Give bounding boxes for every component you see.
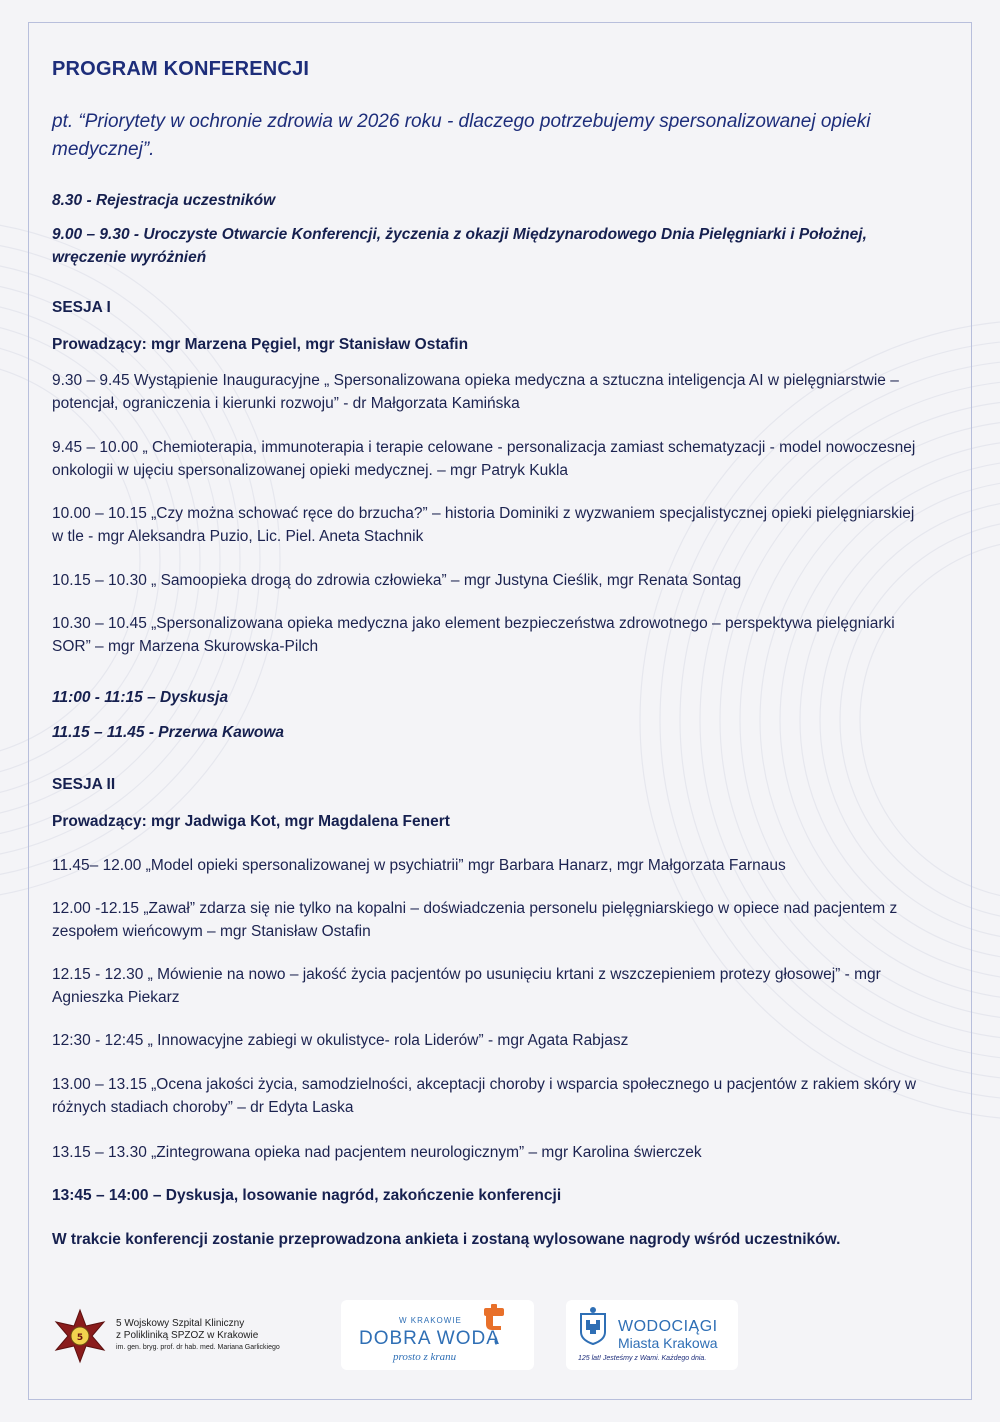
session-2-moderators: Prowadzący: mgr Jadwiga Kot, mgr Magdalena Fenert	[52, 813, 450, 830]
conference-subtitle: pt. “Priorytety w ochronie zdrowia w 2026 roku - dlaczego potrzebujemy spersonalizowanej opieki medycznej”.	[52, 111, 871, 160]
wodociagi-logo	[566, 1300, 738, 1370]
opening-ceremony: 9.00 – 9.30 - Uroczyste Otwarcie Konferencji, życzenia z okazji Międzynarodowego Dnia Pielęgniarki i Położnej, wręczenie wyróżnień	[52, 226, 867, 266]
hospital-logo	[52, 1306, 312, 1366]
dobra-woda-main: DOBRA WODA	[359, 1328, 500, 1349]
session-1-item: 10.15 – 10.30 „ Samoopieka drogą do zdrowia człowieka” – mgr Justyna Cieślik, mgr Renata Sontag	[52, 572, 742, 589]
registration: 8.30 - Rejestracja uczestników	[52, 192, 276, 209]
svg-text:5: 5	[76, 1333, 84, 1343]
session-2-item: 13.00 – 13.15 „Ocena jakości życia, samodzielności, akceptacji choroby i wsparcia społecznego u pacjentów z rakiem skóry w różnych stadiach choroby” – dr Edyta Laska	[52, 1076, 917, 1116]
hospital-name-line3: im. gen. bryg. prof. dr hab. med. Mariana Garlickiego	[116, 1344, 280, 1351]
session-2-item: 12:30 - 12:45 „ Innowacyjne zabiegi w okulistyce- rola Liderów” - mgr Agata Rabjasz	[52, 1032, 629, 1049]
sponsor-logos	[52, 1300, 952, 1372]
wodociagi-tagline: 125 lat! Jesteśmy z Wami. Każdego dnia.	[578, 1355, 707, 1362]
survey-note: W trakcie konferencji zostanie przeprowadzona ankieta i zostaną wylosowane nagrody wśród uczestników.	[52, 1231, 841, 1248]
session-2-item: 12.15 - 12.30 „ Mówienie na nowo – jakość życia pacjentów po usunięciu krtani z wszczepieniem protezy głosowej” - mgr Agnieszka Piekarz	[52, 966, 881, 1006]
session-1-moderators: Prowadzący: mgr Marzena Pęgiel, mgr Stanisław Ostafin	[52, 336, 469, 353]
coffee-break: 11.15 – 11.45 - Przerwa Kawowa	[52, 724, 285, 741]
session-1-item: 9.45 – 10.00 „ Chemioterapia, immunoterapia i terapie celowane - personalizacja zamiast schematyzacji - model nowoczesnej onkologii w ujęciu spersonalizowanej opieki medycznej. – mgr Patryk Kukla	[52, 439, 916, 479]
page-title: PROGRAM KONFERENCJI	[52, 58, 310, 80]
session-2-title: SESJA II	[52, 776, 116, 793]
session-2-item: 11.45– 12.00 „Model opieki spersonalizowanej w psychiatrii” mgr Barbara Hanarz, mgr Małgorzata Farnaus	[52, 857, 786, 874]
session-2-item: 13.15 – 13.30 „Zintegrowana opieka nad pacjentem neurologicznym” – mgr Karolina świerczek	[52, 1144, 702, 1161]
wodociagi-sub: Miasta Krakowa	[618, 1335, 718, 1351]
dobra-woda-logo	[341, 1300, 534, 1370]
dobra-woda-top: W KRAKOWIE	[399, 1316, 462, 1325]
hospital-name-line1: 5 Wojskowy Szpital Kliniczny	[116, 1318, 245, 1329]
military-cross-icon	[52, 1308, 108, 1364]
session-1-item: 9.30 – 9.45 Wystąpienie Inauguracyjne „ Spersonalizowana opieka medyczna a sztuczna inteligencja AI w pielęgniarstwie – potencjał, ograniczenia i kierunki rozwoju” - dr Małgorzata Kamińska	[52, 372, 899, 412]
session-1-item: 10.00 – 10.15 „Czy można schować ręce do brzucha?” – historia Dominiki z wyzwaniem specjalistycznej opieki pielęgniarskiej w tle - mgr Aleksandra Puzio, Lic. Piel. Aneta Stachnik	[52, 505, 915, 545]
closing: 13:45 – 14:00 – Dyskusja, losowanie nagród, zakończenie konferencji	[52, 1187, 562, 1204]
dobra-woda-tagline: prosto z kranu	[393, 1351, 457, 1363]
wodociagi-main: WODOCIĄGI	[618, 1318, 718, 1335]
session-1-item: 10.30 – 10.45 „Spersonalizowana opieka medyczna jako element bezpieczeństwa zdrowotnego – perspektywa pielęgniarki SOR” – mgr Marzena Skurowska-Pilch	[52, 615, 895, 655]
session-1-title: SESJA I	[52, 299, 111, 316]
hospital-name-line2: z Polikliniką SPZOZ w Krakowie	[116, 1330, 259, 1341]
crest-icon	[578, 1306, 608, 1346]
session-2-item: 12.00 -12.15 „Zawał” zdarza się nie tylko na kopalni – doświadczenia personelu pielęgniarskiego w opiece nad pacjentem z zespołem wieńcowym – mgr Stanisław Ostafin	[52, 900, 898, 940]
discussion-1: 11:00 - 11:15 – Dyskusja	[52, 689, 229, 706]
